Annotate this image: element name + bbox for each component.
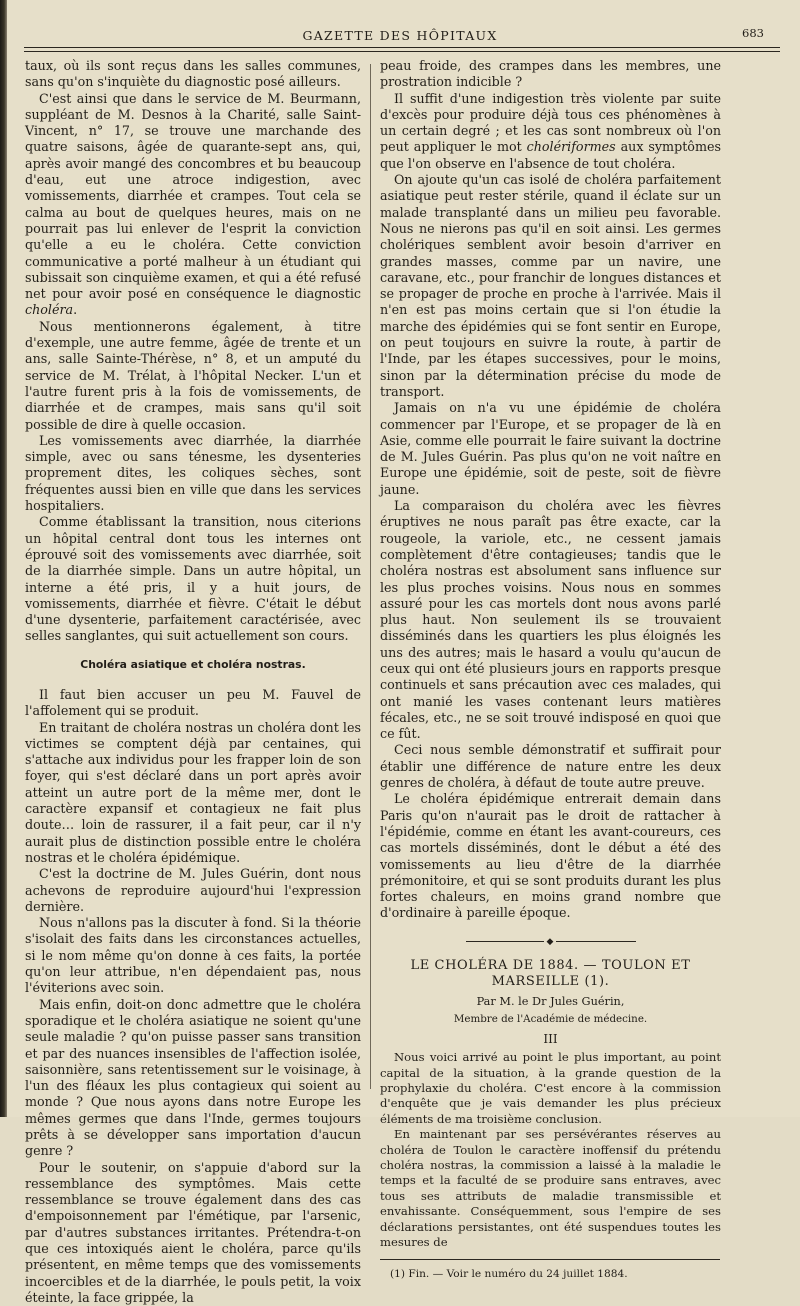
paragraph: Comme établissant la transition, nous citerions un hôpital central dont tous les internes ont éprouvé soit des vomissements avec diarrhée, soit de la diarrhée simple. Dans un autre hôpital, un interne a été pris, il y a huit jours, de vomissements, diarrhée et fièvre. C'était le début d'une dysenterie, parfaitement caractérisée, avec selles sanglantes, qui suit actuellement son cours. [25,514,361,644]
running-title: GAZETTE DES HÔPITAUX [302,28,498,43]
italic-term: cholériformes [526,139,616,155]
paragraph: Ceci nous semble démonstratif et suffirait pour établir une différence de nature entre les deux genres de choléra, à défaut de toute autre preuve. [380,742,721,791]
paragraph: Les vomissements avec diarrhée, la diarrhée simple, avec ou sans ténesme, les dysenteries proprement dites, les coliques sèches, sont fréquentes aussi bien en ville que dans les services hospitaliers. [25,432,361,514]
binding-edge [0,0,7,1117]
right-column [380,58,721,1280]
article-body [380,1050,721,1250]
footnote-rule [380,1259,720,1260]
page-number: 683 [742,26,764,40]
paragraph: Pour le soutenir, on s'appuie d'abord sur la ressemblance des symptômes. Mais cette ressemblance se trouve également dans des cas d'empoisonnement par l'émétique, par l'arsenic, par d'autres substances irritantes. Prétendra-t-on que ces intoxiqués aient le choléra, parce qu'ils présentent, en même temps que des vomissements incoercibles et de la diarrhée, le pouls petit, la voix éteinte, la face grippée, la [25,1159,361,1305]
paragraph-text: . [73,302,78,318]
paragraph-text: C'est ainsi que dans le service de M. Beurmann, suppléant de M. Desnos à la Charité, salle Saint-Vincent, n° 17, se trouve une marchande des quatre saisons, âgée de quarante-sept ans, qui, après avoir mangé des concombres et bu beaucoup d'eau, eut une atroce indigestion, avec vomissements, diarrhée et crampes. Tout cela se calma au bout de quelques heures, mais on ne pourrait pas lui enlever de l'esprit la conviction qu'elle a eu le choléra. Cette conviction communicative a porté malheur à un étudiant qui subissait son cinquième examen, et qui a été refusé net pour avoir posé en conséquence le diagnostic [25,90,361,302]
paragraph: C'est la doctrine de M. Jules Guérin, dont nous achevons de reproduire aujourd'hui l'expression dernière. [25,866,361,914]
article-byline: Par M. le Dr Jules Guérin, [476,995,625,1009]
footnote: (1) Fin. — Voir le numéro du 24 juillet 1884. [390,1267,628,1280]
author-affiliation: Membre de l'Académie de médecine. [453,1012,648,1025]
article-title: LE CHOLÉRA DE 1884. — TOULON ET MARSEILLE (1). [410,957,691,990]
header-rule-thin [24,51,780,52]
paragraph: taux, où ils sont reçus dans les salles communes, sans qu'on s'inquiète du diagnostic posé ailleurs. [25,58,361,90]
section-number: III [543,1031,558,1046]
paragraph: La comparaison du choléra avec les fièvres éruptives ne nous paraît pas être exacte, car la rougeole, la variole, etc., ne cessent jamais complètement d'être contagieuses; tandis que le choléra nostras est absolument sans influence sur les plus proches voisins. Nous nous en sommes assuré pour les cas mortels dont nous avons parlé plus haut. Non seulement ils se trouvaient disséminés dans les quartiers les plus éloignés les uns des autres; mais le hasard a voulu qu'aucun de ceux qui ont été plusieurs jours en rapports presque continuels et sans précaution avec ces malades, qui ont manié les vases contenant leurs matières fécales, etc., ne se soit trouvé indisposé en quoi que ce fût. [380,498,721,742]
paragraph: Nous voici arrivé au point le plus important, au point capital de la situation, à la grande question de la prophylaxie du choléra. C'est encore à la commission d'enquête que je vais demander les plus précieux éléments de ma troisième conclusion. [380,1050,721,1126]
paragraph: En maintenant par ses persévérantes réserves au choléra de Toulon le caractère inoffensif du prétendu choléra nostras, la commission a laissé à la maladie le temps et la faculté de se produire sans entraves, avec tous ses attributs de maladie transmissible et envahissante. Conséquemment, sous l'empire de ses déclarations persistantes, ont été suspendues toutes les mesures de [380,1127,721,1250]
paragraph-text: Il suffit d'une indigestion très violente par suite d'excès pour produire déjà tous ces phénomènes à un certain degré ; et les cas sont nombreux où l'on peut appliquer le mot [380,90,721,155]
paragraph: peau froide, des crampes dans les membres, une prostration indicible ? [380,58,721,90]
italic-term: choléra [25,302,74,318]
column-separator [370,64,371,1089]
paragraph [25,91,361,319]
page-header [22,26,778,48]
paragraph-text: aux symptômes que l'on observe en l'absence de tout choléra. [380,139,721,171]
paragraph: Nous n'allons pas la discuter à fond. Si la théorie s'isolait des faits dans les circonstances actuelles, si le nom même qu'on donne à ces faits, la portée qu'on leur attribue, n'en dépendaient pas, nous l'éviterions avec soin. [25,915,361,996]
paragraph: Nous mentionnerons également, à titre d'exemple, une autre femme, âgée de trente et un ans, salle Sainte-Thérèse, n° 8, et un amputé du service de M. Trélat, à l'hôpital Necker. L'un et l'autre furent pris à la fois de vomissements, de diarrhée et de crampes, mais sans qu'il soit possible de dire à quelle occasion. [25,318,361,432]
section-subheading: Choléra asiatique et choléra nostras. [80,657,306,671]
paragraph: Le choléra épidémique entrerait demain dans Paris qu'on n'aurait pas le droit de rattacher à l'épidémie, comme en étant les avant-coureurs, ces cas mortels disséminés, dont le début a été des vomissements au lieu d'être de la diarrhée prémonitoire, et qui se sont produits durant les plus fortes chaleurs, en moins grand nombre que d'ordinaire à pareille époque. [380,791,721,921]
paragraph: Il faut bien accuser un peu M. Fauvel de l'affolement qui se produit. [25,686,361,719]
paragraph: Jamais on n'a vu une épidémie de choléra commencer par l'Europe, et se propager de là en Asie, comme elle pourrait le faire suivant la doctrine de M. Jules Guérin. Pas plus qu'on ne voit naître en Europe une épidémie, soit de peste, soit de fièvre jaune. [380,400,721,497]
header-rule [24,47,780,48]
paragraph: Mais enfin, doit-on donc admettre que le choléra sporadique et le choléra asiatique ne soient qu'une seule maladie ? qu'on puisse passer sans transition et par des nuances insensibles de l'affection isolée, saisonnière, sans retentissement sur le voisinage, à l'un des fléaux les plus contagieux qui soient au monde ? Que nous ayons dans notre Europe les mêmes germes que dans l'Inde, germes toujours prêts à se développer sans importation d'aucun genre ? [25,996,361,1159]
ornamental-divider [466,937,636,946]
left-column [25,58,361,1305]
paragraph [380,91,721,172]
paragraph: On ajoute qu'un cas isolé de choléra parfaitement asiatique peut rester stérile, quand il éclate sur un malade transplanté dans un milieu peu favorable. Nous ne nierons pas qu'il en soit ainsi. Les germes cholériques semblent avoir besoin d'arriver en grandes masses, comme par un navire, une caravane, etc., pour franchir de longues distances et se propager de proche en proche à l'arrivée. Mais il n'en est pas moins certain que si l'on étudie la marche des épidémies qui se font sentir en Europe, on peut toujours en suivre la route, à partir de l'Inde, par les étapes successives, pour le moins, sinon par la détermination précise du mode de transport. [380,172,721,399]
paragraph: En traitant de choléra nostras un choléra dont les victimes se comptent déjà par centaines, qui s'attache aux individus pour les frapper loin de son foyer, qui s'est déclaré dans un port après avoir atteint un autre port de la même mer, dont le caractère expansif et contagieux ne fait plus doute… loin de rassurer, il a fait peur, car il n'y aurait plus de distinction possible entre le choléra nostras et le choléra épidémique. [25,719,361,865]
